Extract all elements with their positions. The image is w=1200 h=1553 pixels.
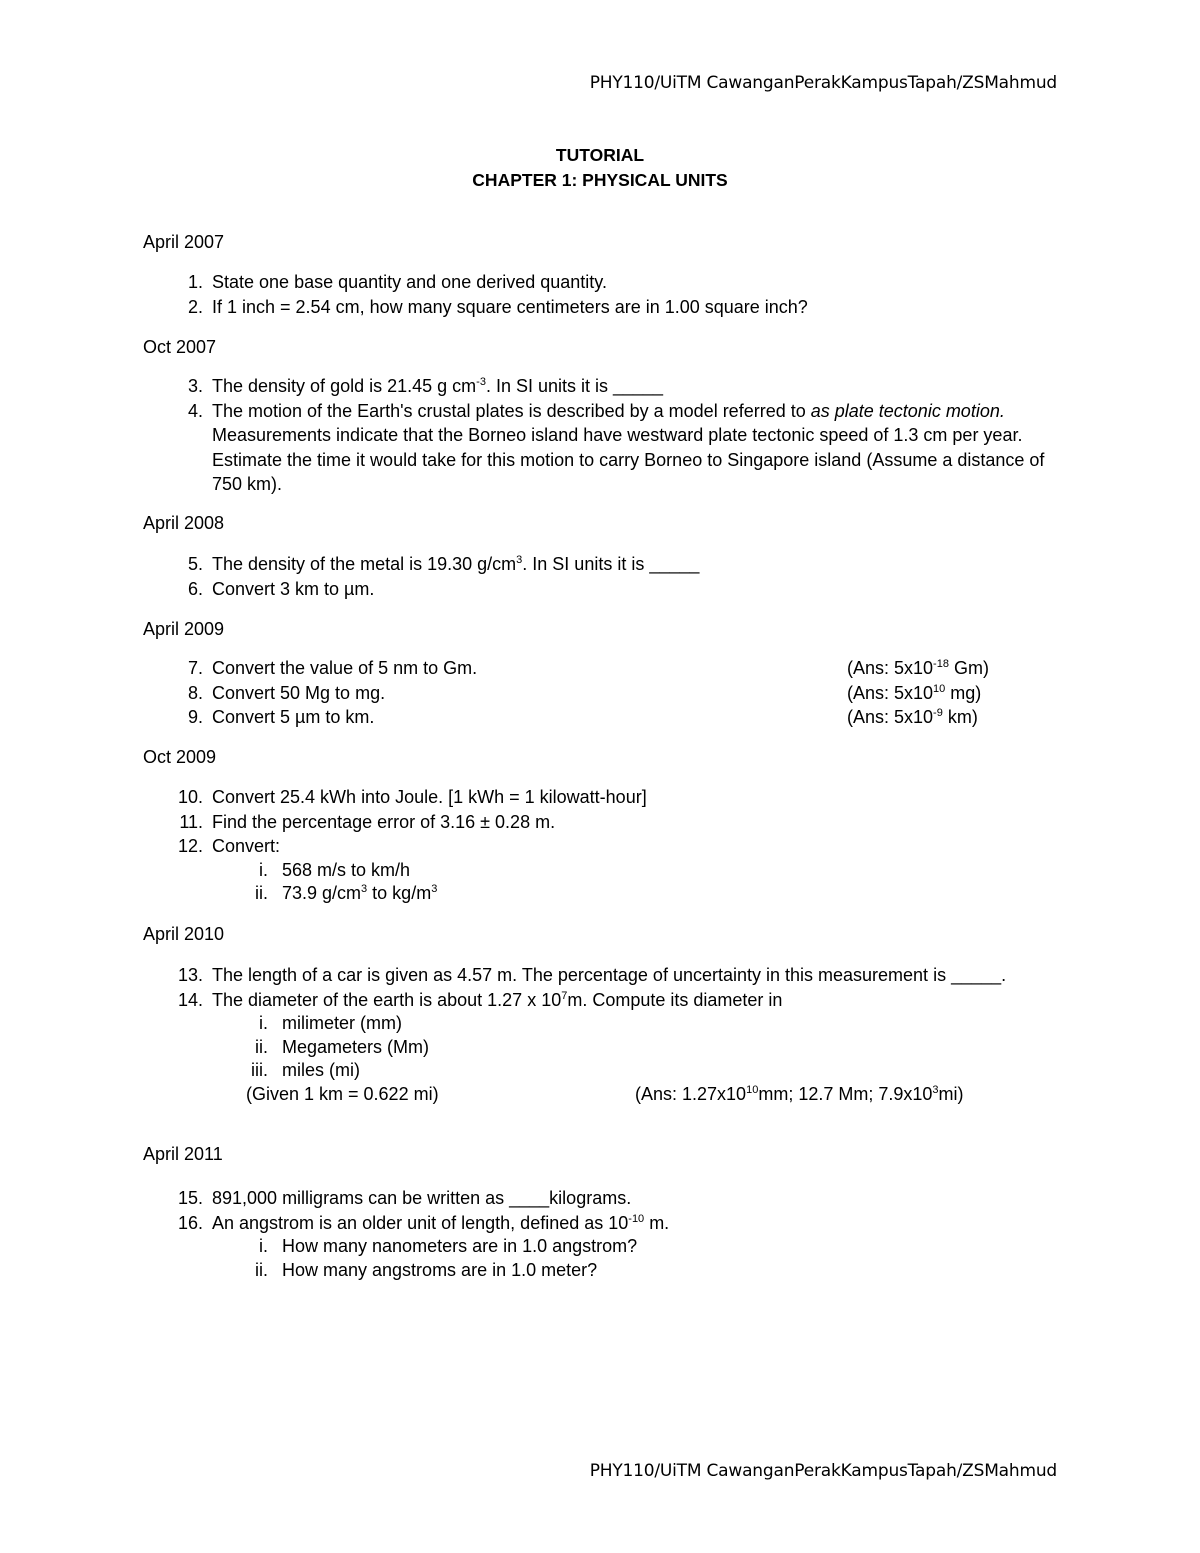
question-number: 12. [177, 836, 203, 856]
answer-part: (Ans: 1.27x10 [635, 1083, 747, 1104]
question-number: 2. [187, 296, 203, 317]
question-list [173, 552, 1053, 601]
answer-text [847, 705, 978, 730]
page-footer: PHY110/UiTM CawanganPerakKampusTapah/ZSMahmud [589, 1461, 1057, 1481]
answer-part: (Ans: 5x10 [847, 658, 934, 678]
question-number: 6. [187, 578, 203, 599]
question-number: 1. [187, 272, 203, 292]
question-list [173, 374, 1053, 497]
sub-question [173, 882, 1053, 906]
question-text: If 1 inch = 2.54 cm, how many square centimeters are in 1.00 square inch? [212, 296, 808, 317]
superscript: 3 [431, 883, 438, 895]
question-number: 15. [177, 1188, 203, 1208]
sub-number: ii. [255, 883, 268, 903]
question-text: Convert the value of 5 nm to Gm. [212, 658, 478, 678]
answer-text [847, 681, 981, 706]
answer-text [635, 1083, 964, 1107]
emphasis-text: as plate tectonic motion. [810, 400, 1005, 421]
question-11 [173, 810, 1053, 835]
sub-number: i. [259, 859, 268, 880]
sub-question [173, 1235, 1053, 1259]
superscript: 3 [932, 1083, 939, 1096]
question-6 [173, 577, 1053, 602]
question-text: The density of the metal is 19.30 g/cm [212, 554, 517, 574]
question-text: Convert: [212, 836, 281, 856]
question-number: 3. [187, 376, 203, 396]
section-heading: April 2007 [143, 232, 225, 252]
superscript: -9 [933, 707, 943, 719]
superscript: -10 [628, 1212, 645, 1225]
question-list [173, 785, 1053, 906]
question-text-cont: . In SI units it is _____ [522, 554, 700, 574]
question-text: State one base quantity and one derived quantity. [212, 272, 607, 292]
question-text: Convert 3 km to µm. [212, 578, 375, 599]
question-13 [173, 963, 1053, 988]
answer-part: (Ans: 5x10 [847, 707, 934, 727]
question-number: 10. [177, 787, 203, 807]
section-heading: April 2008 [143, 513, 225, 533]
sub-text: How many nanometers are in 1.0 angstrom? [282, 1236, 638, 1256]
question-number: 16. [177, 1212, 203, 1233]
superscript: 3 [361, 883, 368, 895]
question-text-cont: Measurements indicate that the Borneo island have westward plate tectonic speed of 1.3 cm per year. Estimate the time it would take for this motion to carry Borneo to Singapore island (Assume a distance of 750 km). [212, 425, 1045, 494]
question-text-cont: m. Compute its diameter in [567, 989, 783, 1010]
sub-question [173, 1036, 1053, 1060]
answer-part: Gm) [948, 658, 989, 678]
superscript: -18 [933, 658, 949, 670]
section-heading: April 2011 [143, 1144, 223, 1164]
question-list [173, 656, 1053, 730]
answer-part: mg) [945, 682, 982, 703]
question-3 [173, 374, 1053, 399]
question-2 [173, 295, 1053, 320]
question-text-cont: m. [644, 1212, 670, 1233]
question-8 [173, 681, 1053, 706]
section-heading: April 2010 [143, 924, 225, 944]
question-12 [173, 834, 1053, 859]
question-number: 13. [177, 965, 203, 985]
section-heading: April 2009 [143, 619, 225, 639]
sub-text: miles (mi) [282, 1060, 360, 1080]
question-text: The diameter of the earth is about 1.27 x 10 [212, 989, 562, 1010]
question-16 [173, 1211, 1053, 1236]
question-text: Convert 25.4 kWh into Joule. [1 kWh = 1 kilowatt-hour] [212, 787, 647, 807]
sub-text: milimeter (mm) [282, 1013, 402, 1033]
superscript: -3 [476, 376, 486, 388]
sub-number: ii. [255, 1036, 268, 1057]
given-line [173, 1083, 1053, 1107]
page-title: TUTORIAL [555, 145, 645, 165]
question-text-cont: . In SI units it is _____ [485, 376, 664, 396]
sub-text: How many angstroms are in 1.0 meter? [282, 1259, 598, 1280]
title-block [0, 143, 1200, 193]
question-text: 891,000 milligrams can be written as ____kilograms. [212, 1188, 632, 1208]
sub-question [173, 859, 1053, 883]
answer-part: (Ans: 5x10 [847, 682, 934, 703]
superscript: 10 [933, 682, 946, 695]
question-text: The length of a car is given as 4.57 m. The percentage of uncertainty in this measurement is _____. [212, 965, 1007, 985]
question-list [173, 270, 1053, 319]
question-4 [173, 399, 1053, 497]
answer-text [847, 656, 989, 681]
sub-number: ii. [255, 1259, 268, 1280]
sub-question [173, 1012, 1053, 1036]
question-9 [173, 705, 1053, 730]
question-7 [173, 656, 1053, 681]
answer-part: mm; 12.7 Mm; 7.9x10 [758, 1083, 933, 1104]
question-text: An angstrom is an older unit of length, defined as 10 [212, 1212, 629, 1233]
sub-question [173, 1259, 1053, 1283]
sub-text-cont: to kg/m [367, 883, 432, 903]
question-number: 5. [187, 554, 203, 574]
section-heading: Oct 2009 [143, 747, 217, 767]
question-text: The density of gold is 21.45 g cm [212, 376, 477, 396]
question-1 [173, 270, 1053, 295]
sub-number: i. [259, 1013, 268, 1033]
question-text: Convert 5 µm to km. [212, 707, 375, 727]
answer-part: mi) [938, 1083, 964, 1104]
question-number: 8. [187, 682, 203, 703]
page-subtitle: CHAPTER 1: PHYSICAL UNITS [472, 170, 728, 190]
given-text: (Given 1 km = 0.622 mi) [246, 1083, 439, 1104]
sub-text: Megameters (Mm) [282, 1036, 430, 1057]
superscript: 7 [561, 989, 568, 1002]
question-number: 4. [187, 400, 203, 421]
section-heading: Oct 2007 [143, 337, 217, 357]
question-text: Find the percentage error of 3.16 ± 0.28 m. [212, 811, 556, 832]
question-number: 9. [187, 707, 203, 727]
question-number: 7. [187, 658, 203, 678]
question-text: Convert 50 Mg to mg. [212, 682, 386, 703]
page-header: PHY110/UiTM CawanganPerakKampusTapah/ZSMahmud [589, 73, 1057, 93]
answer-part: km) [942, 707, 978, 727]
question-15 [173, 1186, 1053, 1211]
sub-text: 568 m/s to km/h [282, 859, 411, 880]
question-10 [173, 785, 1053, 810]
superscript: 10 [746, 1083, 759, 1096]
sub-number: i. [259, 1236, 268, 1256]
sub-number: iii. [251, 1060, 268, 1080]
question-14 [173, 988, 1053, 1013]
sub-text: 73.9 g/cm [282, 883, 362, 903]
question-number: 11. [179, 811, 203, 832]
question-number: 14. [177, 989, 203, 1010]
superscript: 3 [516, 554, 523, 566]
question-text: The motion of the Earth's crustal plates is described by a model referred to [212, 400, 811, 421]
question-5 [173, 552, 1053, 577]
question-list [173, 963, 1053, 1106]
question-list [173, 1186, 1053, 1282]
sub-question [173, 1059, 1053, 1083]
